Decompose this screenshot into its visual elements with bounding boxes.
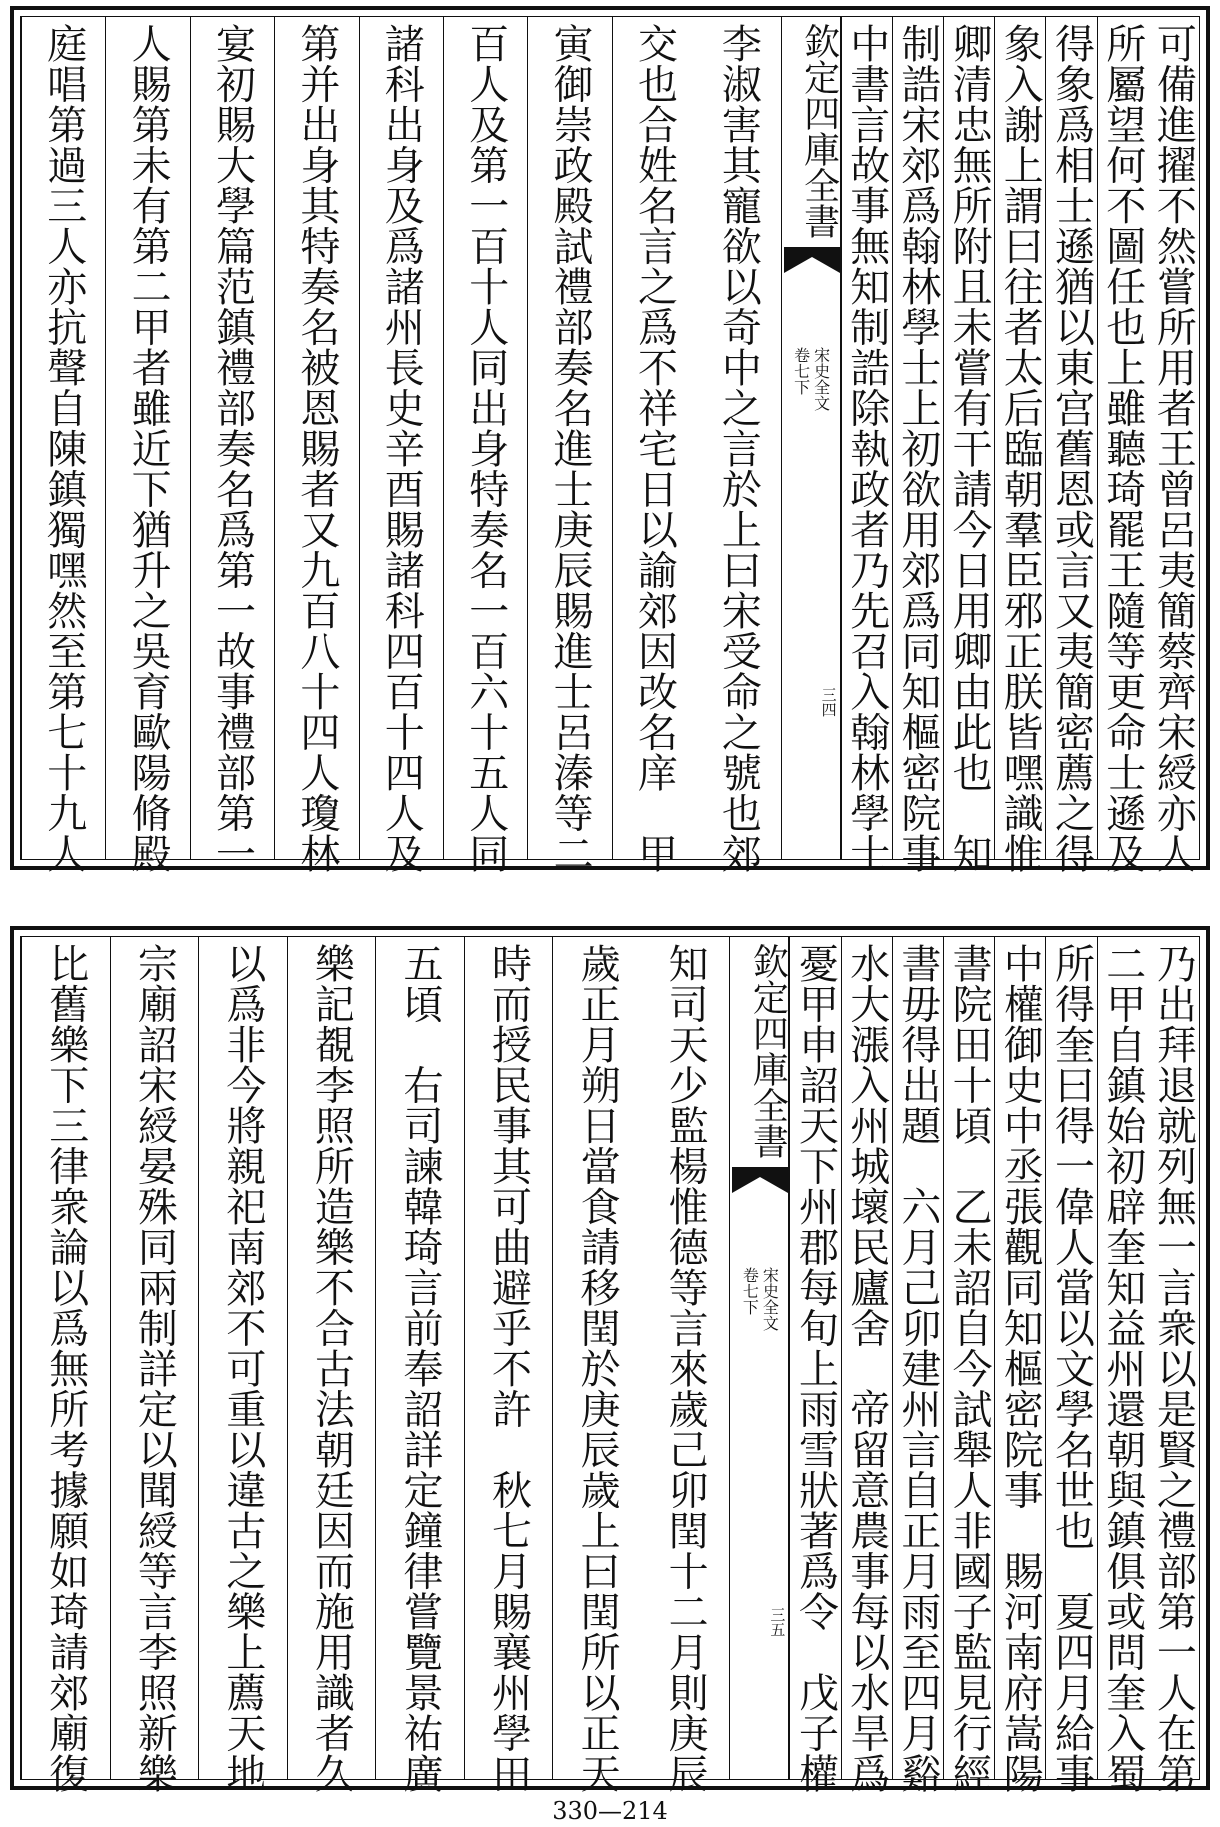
leaf-number: 三五 xyxy=(768,1607,787,1637)
column-text: 可備進擢不然嘗所用者王曾呂夷簡蔡齊宋綬亦人 xyxy=(1150,23,1197,874)
text-column xyxy=(552,937,641,1794)
column-text: 宴初賜大學篇范鎮禮部奏名爲第一故事禮部第一 xyxy=(209,23,256,874)
text-column xyxy=(696,17,780,874)
column-text: 水大漲入州城壞民廬舍 帝留意農事每以水旱爲 xyxy=(843,943,890,1794)
column-text: 卿清忠無所附且未嘗有干請今日用卿由此也 知 xyxy=(946,23,993,874)
column-text: 乃出拜退就列無一言衆以是賢之禮部第一人在第 xyxy=(1150,943,1197,1794)
text-column xyxy=(1148,17,1199,874)
text-column xyxy=(190,17,274,874)
column-text: 得象爲相士遜猶以東宫舊恩或言又夷簡密薦之得 xyxy=(1048,23,1095,874)
column-text: 庭唱第過三人亦抗聲自陳鎮獨嘿然至第七十九人 xyxy=(40,23,87,874)
column-text: 李淑害其寵欲以奇中之言於上曰宋受命之號也郊 xyxy=(715,23,762,874)
text-column xyxy=(892,17,943,874)
column-text: 比舊樂下三律衆論以爲無所考據願如琦請郊廟復 xyxy=(42,943,89,1794)
text-column xyxy=(612,17,696,874)
lower-page xyxy=(10,926,1210,1794)
spine-subtitle xyxy=(734,1267,784,1331)
column-text: 所得奎曰得一偉人當以文學名世也 夏四月給事 xyxy=(1048,943,1095,1794)
column-text: 中權御史中丞張觀同知樞密院事 賜河南府嵩陽 xyxy=(997,943,1044,1794)
spine-subtitle xyxy=(786,347,836,411)
column-text: 人賜第未有第二甲者雖近下猶升之吳育歐陽脩殿 xyxy=(125,23,172,874)
upper-page-frame xyxy=(20,16,1200,874)
text-column xyxy=(641,937,730,1794)
text-column xyxy=(198,937,287,1794)
text-column xyxy=(21,937,110,1794)
text-column xyxy=(789,937,840,1794)
text-column xyxy=(943,937,994,1794)
volume-label: 卷七下 xyxy=(740,1267,760,1315)
upper-page xyxy=(10,6,1210,874)
column-text: 五頃 右司諫韓琦言前奉詔詳定鐘律嘗覽景祐廣 xyxy=(396,943,443,1794)
volume-label: 卷七下 xyxy=(791,347,811,395)
column-text: 交也合姓名言之爲不祥宅日以諭郊因改名庠 甲 xyxy=(631,23,678,874)
column-text: 諸科出身及爲諸州長史辛酉賜諸科四百十四人及 xyxy=(378,23,425,874)
text-column xyxy=(274,17,358,874)
text-column xyxy=(527,17,611,874)
text-column xyxy=(110,937,199,1794)
column-text: 制誥宋郊爲翰林學士上初欲用郊爲同知樞密院事 xyxy=(894,23,941,874)
spine-title: 欽定四庫全書 xyxy=(747,943,789,1159)
text-column xyxy=(443,17,527,874)
page-footer-number: 330—214 xyxy=(552,1797,668,1825)
column-text: 宗廟詔宋綬晏殊同兩制詳定以聞綬等言李照新樂 xyxy=(131,943,178,1794)
column-text: 以爲非今將親祀南郊不可重以違古之樂上薦天地 xyxy=(219,943,266,1794)
center-spine xyxy=(781,17,841,859)
book-title: 宋史全文 xyxy=(760,1267,780,1331)
fish-tail-mark-icon xyxy=(784,247,840,273)
column-text: 所屬望何不圖任也上雖聽琦罷王隨等更命士遜及 xyxy=(1099,23,1146,874)
text-column xyxy=(841,937,892,1794)
column-text: 第并出身其特奏名被恩賜者又九百八十四人瓊林 xyxy=(293,23,340,874)
text-column xyxy=(287,937,376,1794)
text-column xyxy=(1148,937,1199,1794)
column-text: 寅御崇政殿試禮部奏名進士庚辰賜進士呂溱等二 xyxy=(547,23,594,874)
text-column xyxy=(359,17,443,874)
column-text: 中書言故事無知制誥除執政者乃先召入翰林學士 xyxy=(843,23,890,874)
text-column xyxy=(994,17,1045,874)
leaf-number: 三四 xyxy=(819,687,838,717)
column-text: 樂記覩李照所造樂不合古法朝廷因而施用識者久 xyxy=(308,943,355,1794)
column-text: 百人及第一百十人同出身特奏名一百六十五人同 xyxy=(462,23,509,874)
text-column xyxy=(1045,937,1096,1794)
text-column xyxy=(375,937,464,1794)
fish-tail-mark-icon xyxy=(732,1167,788,1193)
spine-title: 欽定四庫全書 xyxy=(798,23,840,239)
text-column xyxy=(105,17,189,874)
column-text: 時而授民事其可曲避乎不許 秋七月賜襄州學田 xyxy=(485,943,532,1794)
column-text: 二甲自鎮始初辟奎知益州還朝與鎮俱或問奎入蜀 xyxy=(1099,943,1146,1794)
text-column xyxy=(21,17,105,874)
column-text: 憂甲申詔天下州郡每旬上雨雪狀著爲令 戊子權 xyxy=(792,943,839,1794)
text-column xyxy=(464,937,553,1794)
text-column xyxy=(994,937,1045,1794)
lower-page-frame xyxy=(20,936,1200,1794)
text-column xyxy=(1097,17,1148,874)
text-column xyxy=(943,17,994,874)
column-text: 知司天少監楊惟德等言來歲己卯閏十二月則庚辰 xyxy=(662,943,709,1794)
center-spine xyxy=(729,937,789,1779)
column-text: 象入謝上謂曰往者太后臨朝羣臣邪正朕皆嘿識惟 xyxy=(997,23,1044,874)
column-text: 歲正月朔日當食請移閏於庚辰歲上曰閏所以正天 xyxy=(574,943,621,1794)
text-column xyxy=(892,937,943,1794)
column-text: 書院田十頃 乙未詔自今試舉人非國子監見行經 xyxy=(946,943,993,1794)
text-column xyxy=(1097,937,1148,1794)
text-column xyxy=(1045,17,1096,874)
book-title: 宋史全文 xyxy=(811,347,831,411)
column-text: 書毋得出題 六月己卯建州言自正月雨至四月谿 xyxy=(894,943,941,1794)
text-column xyxy=(841,17,892,874)
